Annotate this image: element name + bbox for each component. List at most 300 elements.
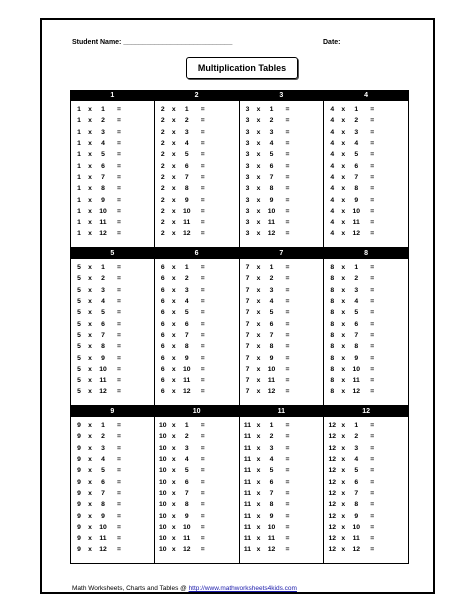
equals-sign: = (285, 377, 290, 385)
multiplicand: 8 (330, 365, 335, 373)
table-row (324, 443, 408, 454)
equals-sign: = (200, 467, 205, 475)
multiplicand: 11 (243, 501, 252, 509)
multiplicand: 7 (245, 320, 250, 328)
multiplicand: 11 (243, 444, 252, 452)
multiplier: 12 (182, 230, 191, 238)
equals-sign: = (200, 309, 205, 317)
times-sign: x (341, 501, 346, 509)
times-sign: x (341, 456, 346, 464)
times-sign: x (171, 106, 176, 114)
equals-sign: = (370, 501, 375, 509)
equals-sign: = (200, 489, 205, 497)
times-sign: x (341, 151, 346, 159)
multiplier: 7 (184, 173, 189, 181)
multiplier: 8 (184, 501, 189, 509)
equals-sign: = (117, 377, 121, 385)
multiplier: 9 (101, 354, 105, 362)
multiplicand: 8 (330, 388, 335, 396)
table-row (240, 149, 324, 160)
times-sign: x (171, 422, 176, 430)
equals-sign: = (117, 512, 121, 520)
times-sign: x (171, 162, 176, 170)
multiplier: 2 (101, 433, 105, 441)
table-row (71, 307, 154, 318)
equals-sign: = (285, 456, 290, 464)
table-row (240, 544, 324, 555)
multiplicand: 10 (158, 422, 167, 430)
times-sign: x (256, 264, 261, 272)
equals-sign: = (117, 331, 121, 339)
times-sign: x (256, 320, 261, 328)
table-row (71, 443, 154, 454)
equals-sign: = (200, 422, 205, 430)
multiplier: 4 (184, 298, 189, 306)
equals-sign: = (285, 309, 290, 317)
multiplicand: 3 (245, 162, 250, 170)
equals-sign: = (117, 422, 121, 430)
equals-sign: = (117, 467, 121, 475)
times-sign: x (256, 388, 261, 396)
times-sign: x (171, 456, 176, 464)
equals-sign: = (370, 196, 375, 204)
times-sign: x (88, 309, 92, 317)
table-row (240, 431, 324, 442)
times-sign: x (171, 444, 176, 452)
times-sign: x (171, 512, 176, 520)
times-sign: x (256, 128, 261, 136)
times-sign: x (256, 331, 261, 339)
multiplicand: 6 (160, 343, 165, 351)
times-sign: x (171, 298, 176, 306)
equals-sign: = (117, 388, 121, 396)
multiplier: 5 (101, 309, 105, 317)
multiplicand: 5 (77, 264, 81, 272)
student-name-label: Student Name: ____________________________ (72, 39, 233, 46)
times-sign: x (88, 264, 92, 272)
table-row (240, 476, 324, 487)
table-rows (71, 417, 154, 556)
footer-text: Math Worksheets, Charts and Tables @ (72, 585, 189, 592)
equals-sign: = (370, 523, 375, 531)
times-sign: x (171, 173, 176, 181)
equals-sign: = (285, 478, 290, 486)
multiplier: 9 (269, 512, 274, 520)
times-sign: x (256, 467, 261, 475)
multiplier: 5 (269, 151, 274, 159)
equals-sign: = (285, 489, 290, 497)
equals-sign: = (200, 298, 205, 306)
footer-link[interactable]: http://www.mathworksheets4kids.com (188, 585, 297, 592)
multiplier: 6 (354, 162, 359, 170)
multiplier: 4 (269, 456, 274, 464)
multiplier: 11 (267, 377, 276, 385)
multiplier: 10 (352, 207, 361, 215)
table-row (324, 476, 408, 487)
table-row (240, 127, 324, 138)
times-sign: x (171, 264, 176, 272)
multiplicand: 12 (328, 444, 337, 452)
table-row (155, 160, 239, 171)
multiplier: 11 (183, 377, 191, 385)
times-sign: x (171, 320, 176, 328)
times-sign: x (341, 275, 346, 283)
multiplicand: 3 (245, 117, 250, 125)
equals-sign: = (200, 377, 205, 385)
equals-sign: = (117, 196, 121, 204)
times-sign: x (256, 501, 261, 509)
equals-sign: = (370, 422, 375, 430)
table-row (240, 318, 324, 329)
times-sign: x (256, 354, 261, 362)
times-sign: x (88, 219, 92, 227)
table-row (155, 262, 239, 273)
times-sign: x (171, 535, 176, 543)
multiplier: 7 (184, 331, 189, 339)
equals-sign: = (117, 207, 121, 215)
table-row (240, 262, 324, 273)
equals-sign: = (200, 117, 205, 125)
multiplicand: 6 (160, 286, 165, 294)
equals-sign: = (117, 523, 121, 531)
equals-sign: = (285, 173, 290, 181)
table-row (240, 183, 324, 194)
equals-sign: = (200, 275, 205, 283)
table-row (71, 352, 154, 363)
multiplier: 6 (354, 478, 359, 486)
footer (72, 585, 372, 592)
multiplier: 8 (269, 185, 274, 193)
table-row (155, 510, 239, 521)
equals-sign: = (285, 207, 290, 215)
multiplicand: 10 (158, 512, 167, 520)
multiplicand: 8 (330, 320, 335, 328)
table-rows (240, 259, 324, 398)
multiplicand: 9 (77, 478, 81, 486)
table-row (324, 386, 408, 397)
multiplier: 7 (269, 489, 274, 497)
table-row (71, 138, 154, 149)
equals-sign: = (370, 535, 375, 543)
table-row (155, 364, 239, 375)
equals-sign: = (285, 444, 290, 452)
times-sign: x (341, 117, 346, 125)
multiplier: 9 (354, 512, 359, 520)
multiplier: 4 (184, 456, 189, 464)
times-table-5 (70, 248, 155, 406)
multiplicand: 3 (245, 196, 250, 204)
times-sign: x (88, 456, 92, 464)
multiplier: 2 (269, 275, 274, 283)
times-sign: x (341, 196, 346, 204)
table-row (324, 510, 408, 521)
times-sign: x (171, 151, 176, 159)
equals-sign: = (200, 106, 205, 114)
times-sign: x (171, 117, 176, 125)
multiplier: 3 (269, 128, 274, 136)
equals-sign: = (200, 354, 205, 362)
table-row (240, 499, 324, 510)
times-sign: x (88, 433, 92, 441)
multiplier: 7 (354, 331, 359, 339)
multiplier: 9 (184, 196, 189, 204)
multiplicand: 3 (245, 230, 250, 238)
multiplicand: 11 (243, 489, 252, 497)
multiplier: 9 (184, 354, 189, 362)
multiplicand: 11 (243, 467, 252, 475)
equals-sign: = (370, 331, 375, 339)
table-row (71, 522, 154, 533)
table-row (324, 341, 408, 352)
equals-sign: = (370, 286, 375, 294)
multiplier: 12 (99, 388, 107, 396)
table-row (240, 510, 324, 521)
multiplier: 3 (101, 444, 105, 452)
times-sign: x (256, 478, 261, 486)
table-row (155, 341, 239, 352)
table-row (155, 104, 239, 115)
times-sign: x (256, 309, 261, 317)
equals-sign: = (200, 343, 205, 351)
times-sign: x (171, 433, 176, 441)
multiplicand: 7 (245, 388, 250, 396)
multiplicand: 10 (158, 501, 167, 509)
multiplicand: 5 (77, 320, 81, 328)
times-sign: x (256, 456, 261, 464)
multiplier: 3 (101, 286, 105, 294)
multiplicand: 10 (158, 523, 167, 531)
multiplicand: 9 (77, 456, 81, 464)
times-sign: x (171, 140, 176, 148)
times-sign: x (341, 173, 346, 181)
equals-sign: = (285, 467, 290, 475)
table-row (240, 386, 324, 397)
multiplier: 11 (99, 535, 107, 543)
multiplicand: 4 (330, 196, 335, 204)
times-sign: x (341, 320, 346, 328)
times-sign: x (171, 489, 176, 497)
multiplicand: 10 (158, 478, 167, 486)
table-row (71, 330, 154, 341)
table-header: 3 (240, 90, 324, 101)
equals-sign: = (285, 185, 290, 193)
multiplicand: 12 (328, 467, 337, 475)
equals-sign: = (285, 151, 290, 159)
multiplicand: 8 (330, 286, 335, 294)
multiplicand: 12 (328, 501, 337, 509)
times-sign: x (341, 162, 346, 170)
multiplicand: 1 (77, 207, 81, 215)
multiplier: 9 (354, 354, 359, 362)
multiplicand: 7 (245, 331, 250, 339)
equals-sign: = (200, 523, 205, 531)
multiplicand: 8 (330, 264, 335, 272)
multiplicand: 4 (330, 162, 335, 170)
multiplier: 6 (101, 320, 105, 328)
multiplicand: 9 (77, 546, 81, 554)
multiplicand: 4 (330, 173, 335, 181)
times-sign: x (171, 365, 176, 373)
equals-sign: = (117, 219, 121, 227)
table-row (324, 375, 408, 386)
multiplicand: 5 (77, 275, 81, 283)
table-row (71, 115, 154, 126)
times-sign: x (88, 151, 92, 159)
times-sign: x (256, 140, 261, 148)
multiplier: 1 (354, 422, 359, 430)
times-sign: x (256, 343, 261, 351)
times-sign: x (88, 478, 92, 486)
multiplier: 1 (269, 422, 274, 430)
table-row (324, 183, 408, 194)
table-row (155, 533, 239, 544)
equals-sign: = (370, 444, 375, 452)
table-row (155, 443, 239, 454)
table-row (155, 330, 239, 341)
multiplier: 3 (184, 444, 189, 452)
table-row (155, 476, 239, 487)
multiplier: 6 (184, 162, 189, 170)
times-table-7 (240, 248, 325, 406)
multiplier: 8 (269, 501, 274, 509)
equals-sign: = (370, 320, 375, 328)
multiplier: 4 (101, 456, 105, 464)
equals-sign: = (370, 173, 375, 181)
multiplicand: 2 (160, 196, 165, 204)
table-header: 12 (324, 406, 408, 417)
equals-sign: = (370, 207, 375, 215)
multiplier: 7 (101, 331, 105, 339)
equals-sign: = (285, 320, 290, 328)
multiplier: 6 (101, 162, 105, 170)
multiplier: 9 (101, 196, 105, 204)
times-sign: x (256, 422, 261, 430)
equals-sign: = (117, 535, 121, 543)
times-sign: x (256, 106, 261, 114)
multiplicand: 9 (77, 433, 81, 441)
multiplicand: 10 (158, 535, 167, 543)
times-sign: x (88, 196, 92, 204)
multiplier: 8 (269, 343, 274, 351)
multiplicand: 8 (330, 354, 335, 362)
multiplicand: 5 (77, 331, 81, 339)
equals-sign: = (285, 298, 290, 306)
multiplier: 2 (354, 275, 359, 283)
multiplicand: 2 (160, 219, 165, 227)
multiplicand: 6 (160, 320, 165, 328)
multiplicand: 2 (160, 207, 165, 215)
multiplier: 11 (352, 377, 360, 385)
multiplicand: 6 (160, 388, 165, 396)
multiplication-tables-grid (70, 90, 409, 564)
table-row (324, 544, 408, 555)
multiplicand: 2 (160, 128, 165, 136)
multiplicand: 9 (77, 512, 81, 520)
times-sign: x (341, 106, 346, 114)
multiplier: 6 (101, 478, 105, 486)
multiplier: 2 (184, 433, 189, 441)
multiplier: 10 (182, 523, 191, 531)
times-sign: x (171, 331, 176, 339)
multiplier: 10 (267, 207, 276, 215)
multiplier: 4 (184, 140, 189, 148)
times-sign: x (171, 309, 176, 317)
equals-sign: = (117, 501, 121, 509)
equals-sign: = (370, 377, 375, 385)
times-sign: x (88, 365, 92, 373)
table-row (155, 522, 239, 533)
times-sign: x (341, 331, 346, 339)
times-sign: x (341, 286, 346, 294)
multiplier: 11 (352, 219, 360, 227)
multiplicand: 7 (245, 309, 250, 317)
equals-sign: = (200, 478, 205, 486)
equals-sign: = (285, 275, 290, 283)
equals-sign: = (285, 388, 290, 396)
times-sign: x (256, 433, 261, 441)
table-row (324, 307, 408, 318)
times-sign: x (88, 230, 92, 238)
table-row (71, 510, 154, 521)
multiplier: 4 (269, 298, 274, 306)
multiplier: 1 (184, 422, 189, 430)
multiplicand: 9 (77, 422, 81, 430)
table-row (71, 149, 154, 160)
multiplicand: 6 (160, 377, 165, 385)
times-sign: x (171, 478, 176, 486)
multiplicand: 4 (330, 151, 335, 159)
times-sign: x (341, 309, 346, 317)
table-rows (240, 101, 324, 240)
equals-sign: = (117, 343, 121, 351)
multiplicand: 12 (328, 523, 337, 531)
multiplicand: 3 (245, 219, 250, 227)
equals-sign: = (285, 331, 290, 339)
multiplicand: 1 (77, 196, 81, 204)
multiplier: 5 (269, 309, 274, 317)
times-sign: x (341, 354, 346, 362)
table-row (324, 172, 408, 183)
table-row (71, 127, 154, 138)
table-row (71, 488, 154, 499)
table-row (71, 431, 154, 442)
multiplicand: 8 (330, 377, 335, 385)
multiplier: 1 (354, 106, 359, 114)
table-row (155, 488, 239, 499)
times-sign: x (171, 523, 176, 531)
times-sign: x (88, 185, 92, 193)
times-sign: x (88, 331, 92, 339)
multiplicand: 4 (330, 219, 335, 227)
table-row (155, 149, 239, 160)
multiplicand: 1 (77, 140, 81, 148)
multiplicand: 8 (330, 309, 335, 317)
table-row (155, 296, 239, 307)
table-row (71, 194, 154, 205)
multiplier: 6 (354, 320, 359, 328)
equals-sign: = (370, 162, 375, 170)
equals-sign: = (117, 128, 121, 136)
table-row (71, 285, 154, 296)
times-table-12 (324, 406, 409, 564)
equals-sign: = (370, 128, 375, 136)
multiplier: 11 (267, 535, 276, 543)
equals-sign: = (285, 140, 290, 148)
multiplier: 3 (101, 128, 105, 136)
table-row (155, 420, 239, 431)
times-sign: x (341, 264, 346, 272)
multiplier: 4 (354, 298, 359, 306)
